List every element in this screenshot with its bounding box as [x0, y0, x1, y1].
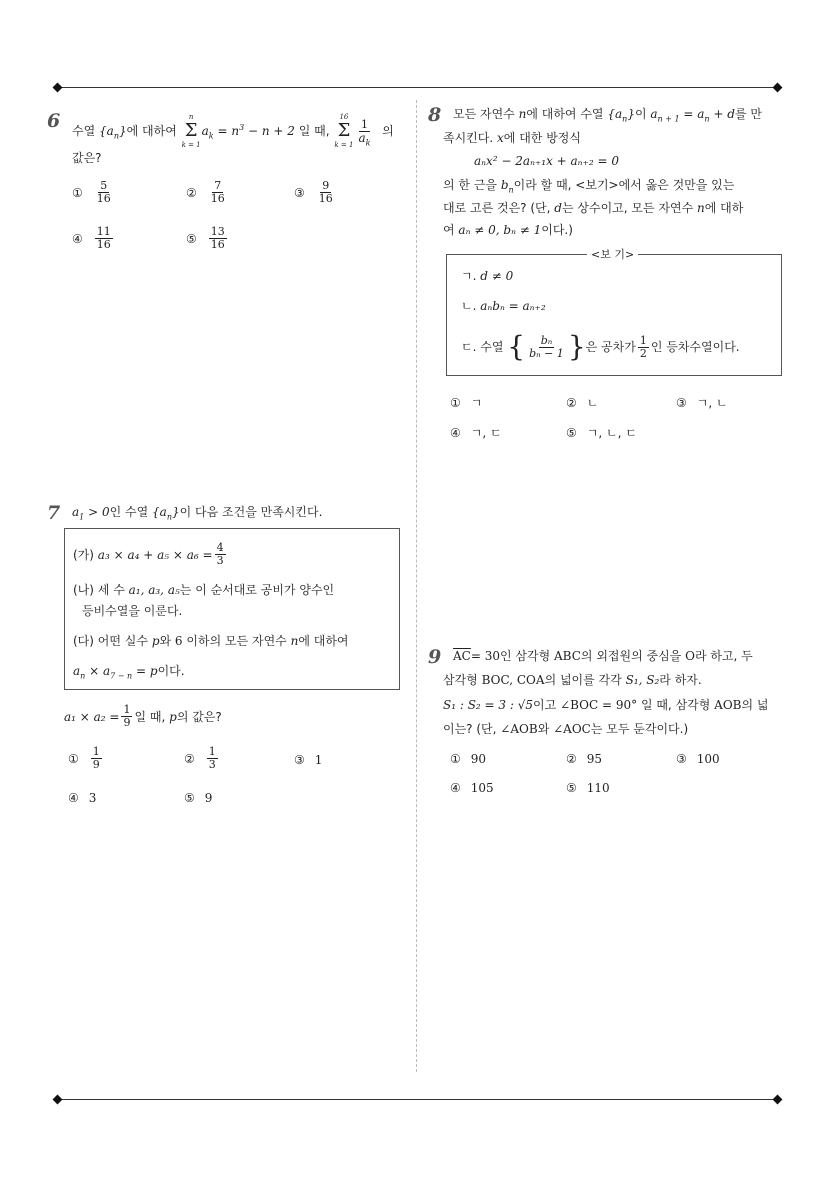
- question-stem-line5: 대로 고른 것은? (단, d는 상수이고, 모든 자연수 n에 대하: [443, 201, 744, 215]
- bottom-rule: [57, 1099, 778, 1100]
- question-stem: $\overline{AC}= 30$인 삼각형 ABC의 외접원의 중심을 O라 하고, 두: [453, 649, 753, 663]
- choice-1[interactable]: ① ㄱ: [450, 395, 483, 410]
- condition-ga: (가) a₃ × a₄ + a₅ × a₆ = $\frac{4}{3}$: [73, 541, 224, 567]
- choice-4[interactable]: ④ $\frac{11}{16}$: [72, 225, 111, 251]
- question-stem-line4: 의 한 근을 $b_n$이라 할 때, <보기>에서 옳은 것만을 있는: [443, 178, 735, 195]
- question-number: 7: [47, 502, 61, 524]
- question-stem-line2: 삼각형 BOC, COA의 넓이를 각각 S₁, S₂라 하자.: [443, 673, 702, 687]
- bogi-item-3: ㄷ. 수열 { $\frac{\text{bₙ}}{\text{bₙ − 1}}$ } 은 공차가 $\frac{1}{2}$ 인 등차수열이다.: [461, 330, 740, 363]
- question-stem: $a_1 > 0$인 수열 $\{a_n\}$이 다음 조건을 만족시킨다.: [72, 505, 323, 522]
- choice-5[interactable]: ⑤ 9: [184, 791, 213, 805]
- question-stem-line2: 값은?: [72, 151, 102, 165]
- question-stem-line3: S₁ : S₂ = 3 : √5이고 ∠BOC = 90° 일 때, 삼각형 AOB의 넓: [443, 698, 769, 712]
- choice-1[interactable]: ① 90: [450, 752, 487, 766]
- bogi-title: <보 기>: [587, 246, 638, 262]
- equation: aₙx² − 2aₙ₊₁x + aₙ₊₂ = 0: [474, 154, 620, 168]
- question-number: 6: [47, 110, 61, 132]
- choice-3[interactable]: ③ 1: [294, 753, 323, 767]
- choice-4[interactable]: ④ ㄱ, ㄷ: [450, 425, 502, 440]
- condition-na: (나) 세 수 a₁, a₃, a₅는 이 순서대로 공비가 양수인: [73, 583, 335, 597]
- choice-2[interactable]: ② $\frac{7}{16}$: [186, 179, 225, 205]
- question-number: 8: [428, 104, 442, 126]
- choice-4[interactable]: ④ 3: [68, 791, 97, 805]
- question-stem-line4: 이는? (단, ∠AOB와 ∠AOC는 모두 둔각이다.): [443, 722, 689, 736]
- condition-box: [64, 528, 400, 690]
- choice-2[interactable]: ② ㄴ: [566, 395, 599, 410]
- choice-4[interactable]: ④ 105: [450, 781, 494, 795]
- choice-2[interactable]: ② $\frac{1}{3}$: [184, 745, 216, 771]
- question-stem: 수열 $\{a_n\}$ 에 대하여 n Σ k = 1 $a_k = n^3 - n + 2$ 일 때, 16 Σ k = 1 $\frac{1}{a_k}$ 의: [72, 113, 394, 149]
- question-stem: 모든 자연수 n에 대하여 수열 $\{a_n\}$이 $a_{n + 1} = a_n + d$를 만: [453, 107, 762, 124]
- question-condition: a₁ × a₂ = $\frac{1}{9}$ 일 때, p 의 값은?: [64, 703, 222, 729]
- choice-5[interactable]: ⑤ $\frac{13}{16}$: [186, 225, 225, 251]
- bogi-item-1: ㄱ. d ≠ 0: [461, 269, 514, 283]
- question-number: 9: [428, 646, 442, 668]
- choice-3[interactable]: ③ $\frac{9}{16}$: [294, 179, 333, 205]
- bogi-item-2: ㄴ. aₙbₙ = aₙ₊₂: [461, 299, 546, 313]
- condition-da: (다) 어떤 실수 p와 6 이하의 모든 자연수 n에 대하여: [73, 634, 349, 648]
- bogi-box: [446, 248, 782, 376]
- choice-3[interactable]: ③ ㄱ, ㄴ: [676, 395, 728, 410]
- choice-5[interactable]: ⑤ ㄱ, ㄴ, ㄷ: [566, 425, 637, 440]
- condition-da-line2: $a_n \times a_{7 - n} = p$이다.: [73, 664, 185, 681]
- column-divider: [416, 100, 417, 1072]
- sum-symbol: 16 Σ k = 1: [334, 113, 354, 149]
- choice-1[interactable]: ① $\frac{5}{16}$: [72, 179, 111, 205]
- condition-na-line2: 등비수열을 이룬다.: [82, 604, 183, 618]
- sum-symbol: n Σ k = 1: [181, 113, 201, 149]
- choice-3[interactable]: ③ 100: [676, 752, 720, 766]
- question-stem-line2: 족시킨다. x에 대한 방정식: [443, 131, 581, 145]
- top-rule: [57, 87, 778, 88]
- choice-1[interactable]: ① $\frac{1}{9}$: [68, 745, 100, 771]
- choice-2[interactable]: ② 95: [566, 752, 603, 766]
- question-stem-line6: 여 aₙ ≠ 0, bₙ ≠ 1이다.): [443, 223, 573, 237]
- choice-5[interactable]: ⑤ 110: [566, 781, 610, 795]
